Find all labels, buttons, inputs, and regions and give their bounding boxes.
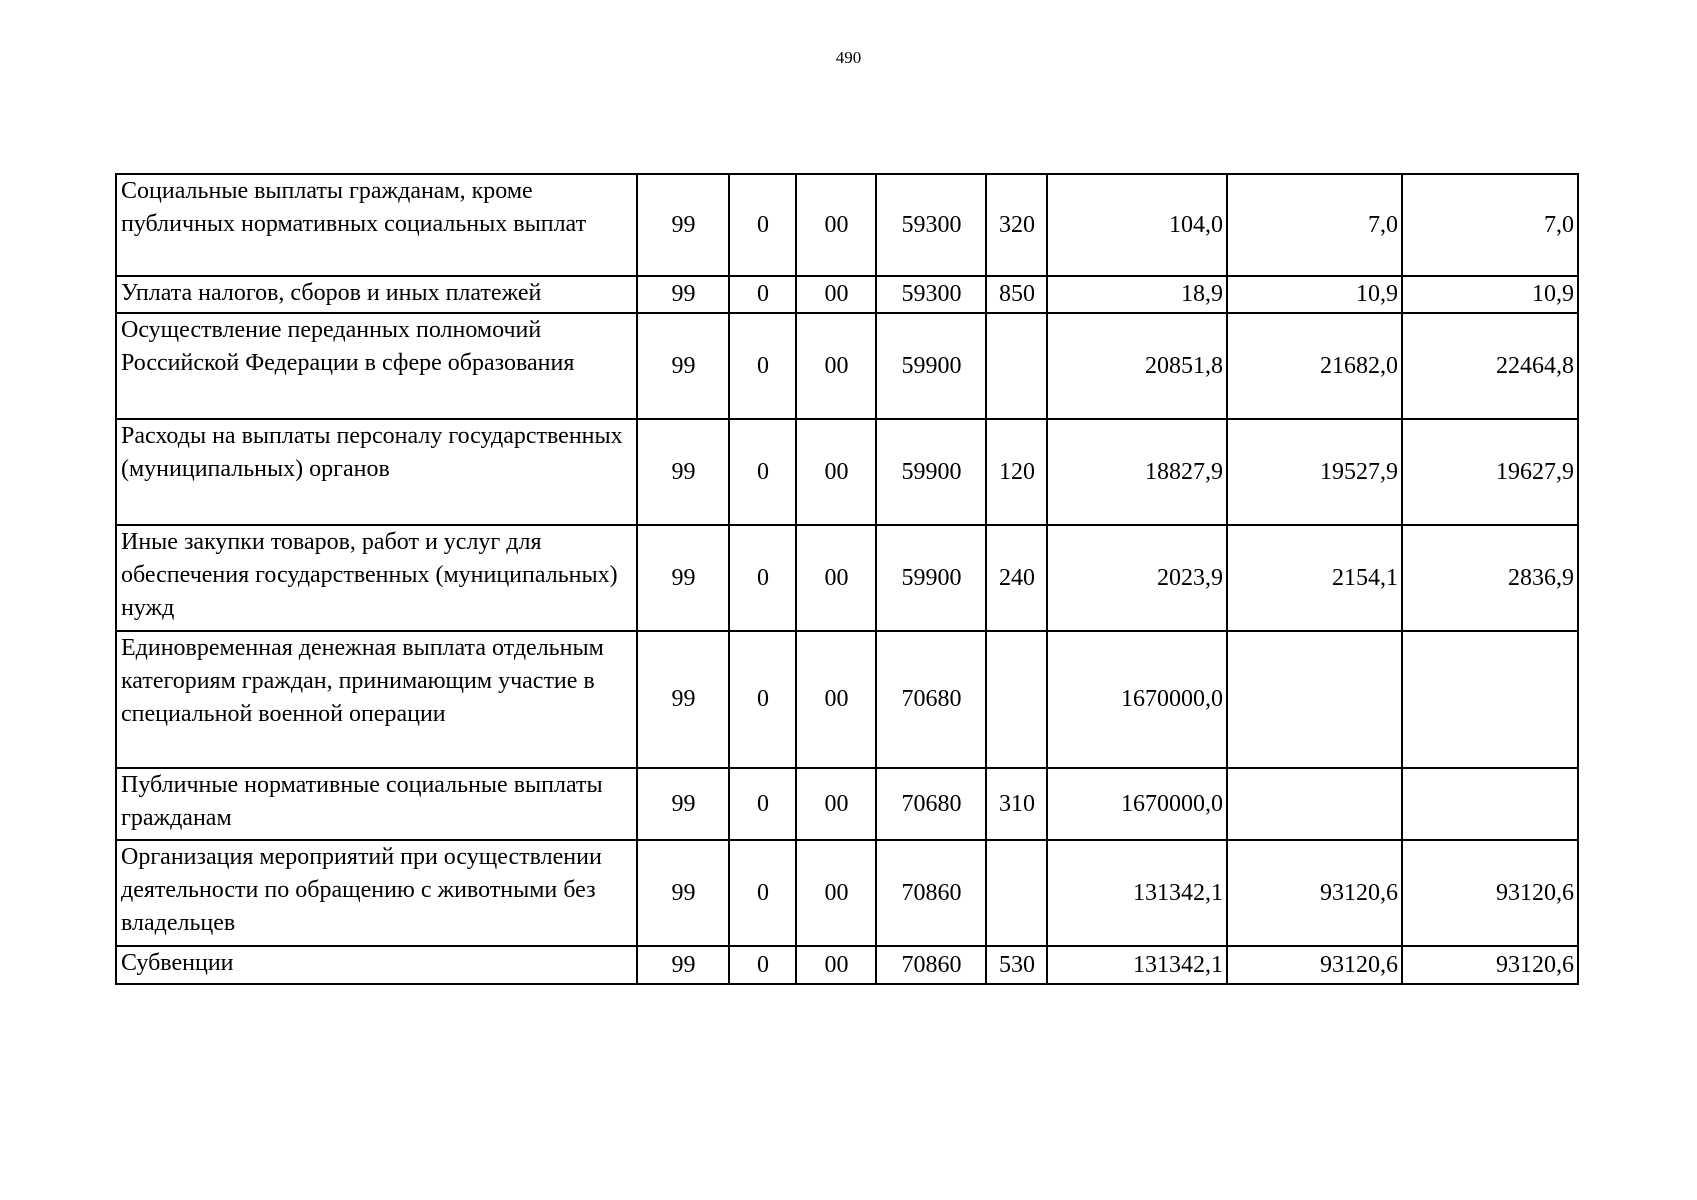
code1-cell: 99 [637,174,729,276]
code2-cell: 0 [729,631,796,768]
amount1-cell: 18,9 [1047,276,1227,313]
amount3-cell: 93120,6 [1402,840,1578,946]
code4-cell: 70860 [876,946,986,984]
code3-cell: 00 [796,276,876,313]
code5-cell: 850 [986,276,1047,313]
table-row [116,313,1578,419]
row-name-cell: Субвенции [116,946,637,984]
row-name-cell: Расходы на выплаты персоналу государственных (муниципальных) органов [116,419,637,525]
amount3-cell [1402,631,1578,768]
amount1-cell: 104,0 [1047,174,1227,276]
code3-cell: 00 [796,174,876,276]
code2-cell: 0 [729,174,796,276]
amount3-cell: 93120,6 [1402,946,1578,984]
amount2-cell [1227,768,1402,840]
code3-cell: 00 [796,631,876,768]
code3-cell: 00 [796,419,876,525]
code4-cell: 59300 [876,276,986,313]
amount1-cell: 1670000,0 [1047,768,1227,840]
code4-cell: 70860 [876,840,986,946]
code2-cell: 0 [729,840,796,946]
table-row [116,276,1578,313]
row-name-cell: Осуществление переданных полномочий Российской Федерации в сфере образования [116,313,637,419]
code5-cell: 240 [986,525,1047,631]
code3-cell: 00 [796,313,876,419]
code3-cell: 00 [796,768,876,840]
code3-cell: 00 [796,840,876,946]
amount1-cell: 2023,9 [1047,525,1227,631]
code5-cell: 310 [986,768,1047,840]
row-name-cell: Единовременная денежная выплата отдельным категориям граждан, принимающим участие в специальной военной операции [116,631,637,768]
amount3-cell: 2836,9 [1402,525,1578,631]
amount3-cell: 22464,8 [1402,313,1578,419]
amount2-cell: 7,0 [1227,174,1402,276]
row-name-cell: Социальные выплаты гражданам, кроме публичных нормативных социальных выплат [116,174,637,276]
code5-cell [986,313,1047,419]
amount3-cell: 10,9 [1402,276,1578,313]
amount1-cell: 18827,9 [1047,419,1227,525]
code2-cell: 0 [729,525,796,631]
row-name-cell: Уплата налогов, сборов и иных платежей [116,276,637,313]
code4-cell: 70680 [876,631,986,768]
amount3-cell: 7,0 [1402,174,1578,276]
amount1-cell: 20851,8 [1047,313,1227,419]
amount2-cell [1227,631,1402,768]
code2-cell: 0 [729,946,796,984]
amount3-cell [1402,768,1578,840]
amount2-cell: 2154,1 [1227,525,1402,631]
table-row [116,840,1578,946]
code4-cell: 59300 [876,174,986,276]
row-name-cell: Иные закупки товаров, работ и услуг для обеспечения государственных (муниципальных) нужд [116,525,637,631]
code5-cell: 530 [986,946,1047,984]
amount2-cell: 10,9 [1227,276,1402,313]
amount1-cell: 1670000,0 [1047,631,1227,768]
table-row [116,768,1578,840]
table-row [116,174,1578,276]
row-name-cell: Публичные нормативные социальные выплаты гражданам [116,768,637,840]
amount1-cell: 131342,1 [1047,840,1227,946]
code5-cell [986,631,1047,768]
amount2-cell: 93120,6 [1227,840,1402,946]
code4-cell: 59900 [876,525,986,631]
code1-cell: 99 [637,840,729,946]
code4-cell: 59900 [876,419,986,525]
row-name-cell: Организация мероприятий при осуществлении деятельности по обращению с животными без владельцев [116,840,637,946]
code1-cell: 99 [637,768,729,840]
table-row [116,946,1578,984]
code1-cell: 99 [637,946,729,984]
amount1-cell: 131342,1 [1047,946,1227,984]
code3-cell: 00 [796,525,876,631]
code1-cell: 99 [637,525,729,631]
budget-table [115,173,1579,985]
page-number: 490 [835,48,862,67]
amount2-cell: 21682,0 [1227,313,1402,419]
code2-cell: 0 [729,276,796,313]
code2-cell: 0 [729,768,796,840]
code2-cell: 0 [729,313,796,419]
table-row [116,525,1578,631]
code5-cell [986,840,1047,946]
code1-cell: 99 [637,276,729,313]
table-row [116,631,1578,768]
amount2-cell: 19527,9 [1227,419,1402,525]
code2-cell: 0 [729,419,796,525]
code5-cell: 320 [986,174,1047,276]
code1-cell: 99 [637,419,729,525]
amount3-cell: 19627,9 [1402,419,1578,525]
code5-cell: 120 [986,419,1047,525]
code1-cell: 99 [637,313,729,419]
code4-cell: 59900 [876,313,986,419]
code4-cell: 70680 [876,768,986,840]
code1-cell: 99 [637,631,729,768]
table-row [116,419,1578,525]
amount2-cell: 93120,6 [1227,946,1402,984]
code3-cell: 00 [796,946,876,984]
